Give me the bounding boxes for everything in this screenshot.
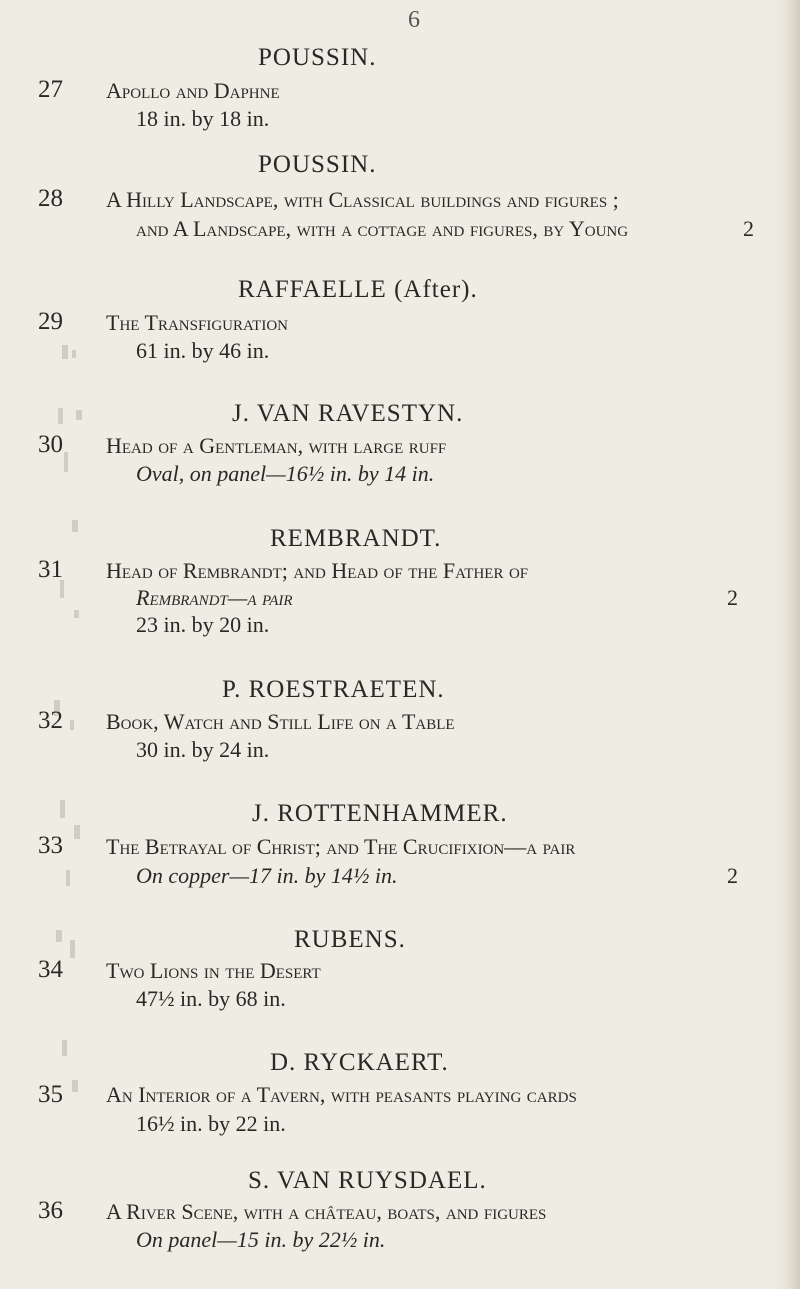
lot-dimensions: 18 in. by 18 in. [136, 106, 270, 131]
lot-artist: D. RYCKAERT. [270, 1049, 449, 1076]
lot-quantity: 2 [727, 585, 738, 610]
lot-number: 31 [38, 556, 63, 583]
lot-title: Head of a Gentleman, with large ruff [106, 433, 447, 458]
lot-number: 32 [38, 707, 63, 734]
lot-artist: POUSSIN. [258, 151, 377, 178]
lot-title: Book, Watch and Still Life on a Table [106, 709, 455, 734]
lot-dimensions: 30 in. by 24 in. [136, 737, 270, 762]
lot-dimensions: 61 in. by 46 in. [136, 338, 270, 363]
lot-artist: J. VAN RAVESTYN. [232, 400, 464, 427]
lot-dimensions: 47½ in. by 68 in. [136, 986, 286, 1011]
lot-title: Two Lions in the Desert [106, 958, 321, 983]
lot-artist: RAFFAELLE (After). [238, 276, 478, 303]
lot-number: 36 [38, 1197, 63, 1224]
lot-dimensions: On panel—15 in. by 22½ in. [136, 1227, 386, 1252]
lot-artist: J. ROTTENHAMMER. [252, 800, 508, 827]
lot-number: 30 [38, 431, 63, 458]
lot-title: Head of Rembrandt; and Head of the Father of [106, 558, 529, 583]
lot-title-continued: and A Landscape, with a cottage and figures, by Young [136, 216, 629, 241]
lot-title: The Betrayal of Christ; and The Crucifixion—a pair [106, 834, 576, 859]
lot-number: 35 [38, 1081, 63, 1108]
lot-title: Apollo and Daphne [106, 78, 280, 103]
lot-number: 28 [38, 185, 63, 212]
lot-title: An Interior of a Tavern, with peasants playing cards [106, 1082, 577, 1107]
lot-artist: P. ROESTRAETEN. [222, 676, 445, 703]
lot-artist: POUSSIN. [258, 44, 377, 71]
lot-dimensions: 16½ in. by 22 in. [136, 1111, 286, 1136]
lot-title: A Hilly Landscape, with Classical buildings and figures ; [106, 187, 619, 212]
lot-quantity: 2 [743, 216, 754, 241]
lot-dimensions: 23 in. by 20 in. [136, 612, 270, 637]
lot-title: The Transfiguration [106, 310, 288, 335]
lot-number: 29 [38, 308, 63, 335]
lot-artist: REMBRANDT. [270, 525, 442, 552]
lot-artist: RUBENS. [294, 926, 406, 953]
right-edge-shadow [770, 0, 800, 1289]
lot-dimensions: On copper—17 in. by 14½ in. [136, 863, 398, 888]
page-number: 6 [408, 7, 420, 33]
lot-number: 34 [38, 956, 63, 983]
lot-title: A River Scene, with a château, boats, and figures [106, 1199, 547, 1224]
lot-title-continued: Rembrandt—a pair [136, 585, 293, 610]
lot-artist: S. VAN RUYSDAEL. [248, 1167, 487, 1194]
lot-number: 33 [38, 832, 63, 859]
lot-quantity: 2 [727, 863, 738, 888]
lot-dimensions: Oval, on panel—16½ in. by 14 in. [136, 461, 435, 486]
lot-number: 27 [38, 76, 63, 103]
